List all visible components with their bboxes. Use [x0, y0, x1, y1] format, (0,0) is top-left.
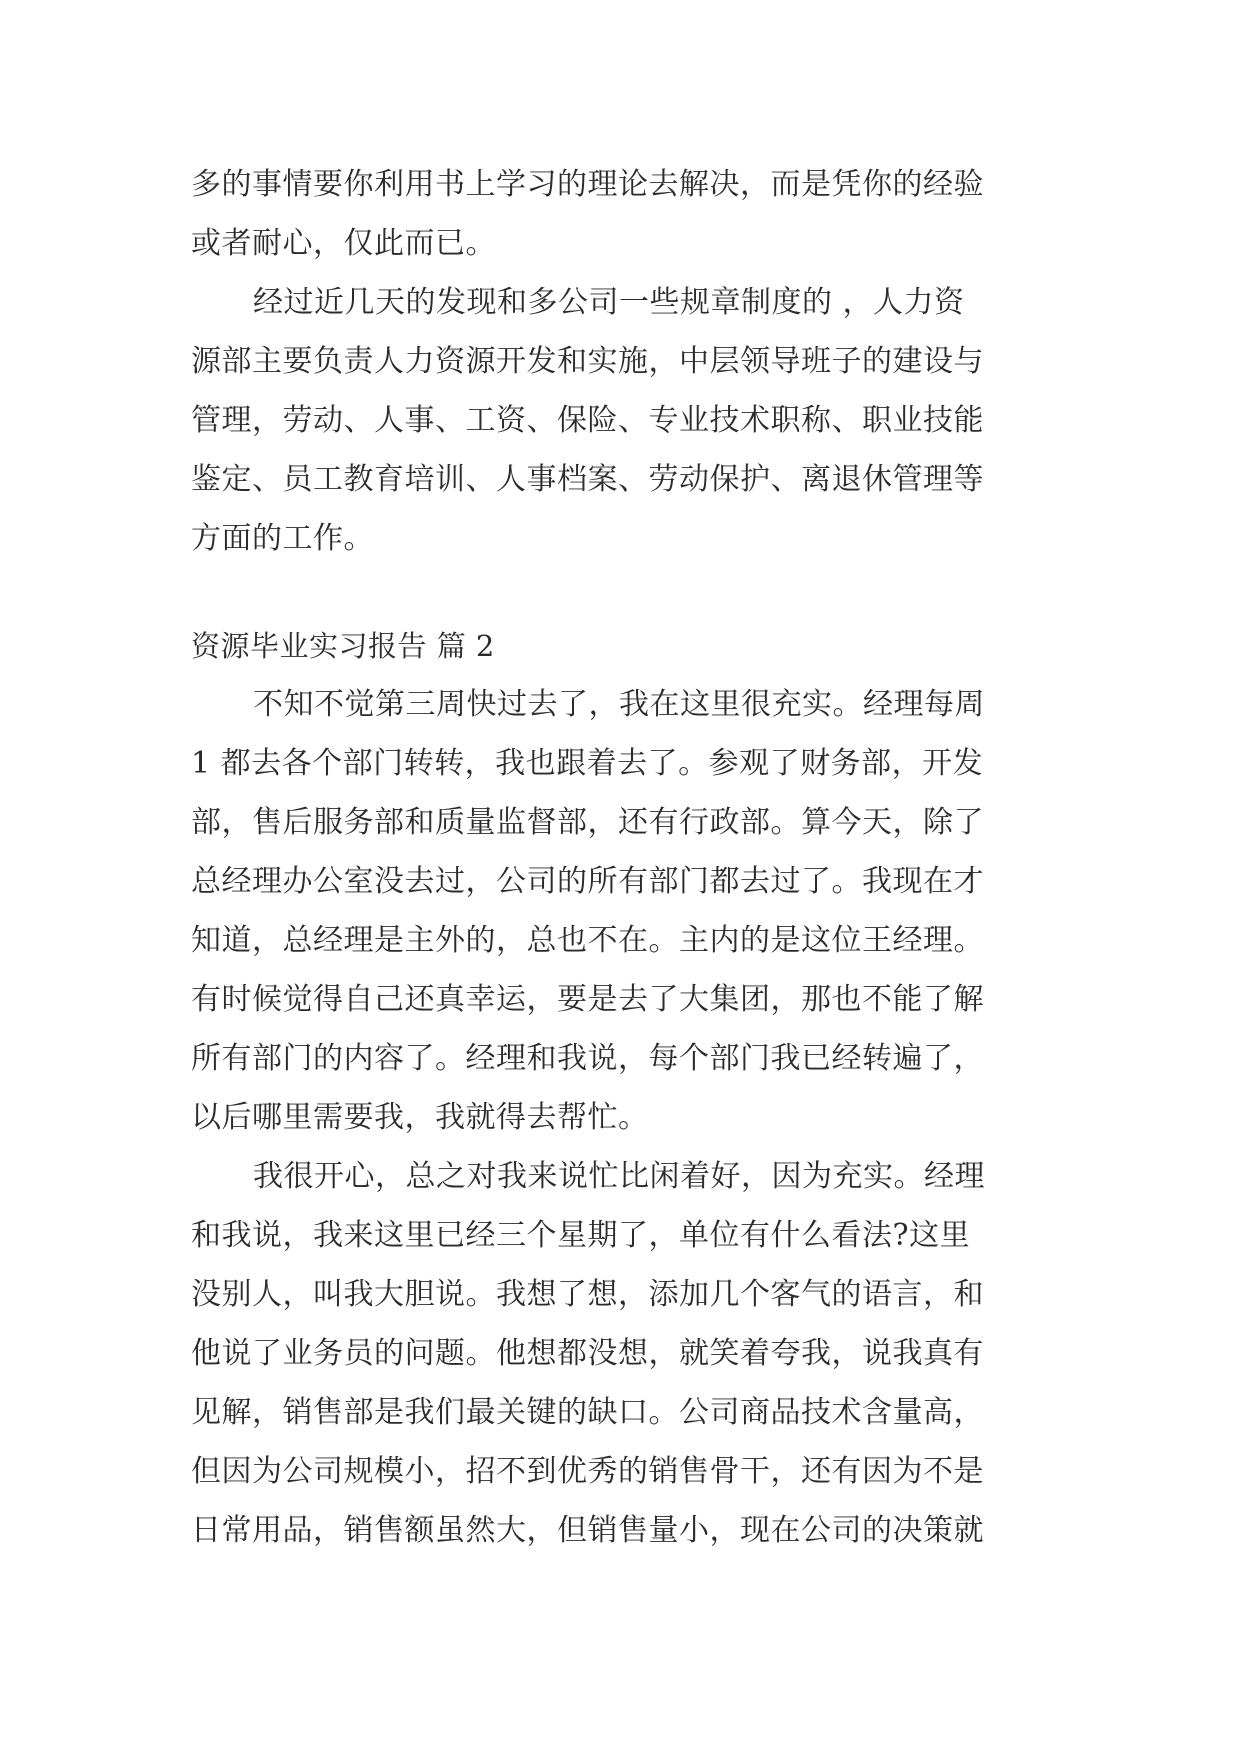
paragraph-line: 源部主要负责人力资源开发和实施，中层领导班子的建设与: [191, 344, 984, 379]
paragraph-line: 没别人，叫我大胆说。我想了想，添加几个客气的语言，和: [191, 1277, 984, 1312]
paragraph-line: 他说了业务员的问题。他想都没想，就笑着夸我，说我真有: [191, 1336, 984, 1371]
paragraph-line: 鉴定、员工教育培训、人事档案、劳动保护、离退休管理等: [191, 462, 984, 497]
paragraph-line: 多的事情要你利用书上学习的理论去解决，而是凭你的经验: [191, 167, 984, 202]
paragraph-line: 以后哪里需要我，我就得去帮忙。: [191, 1100, 649, 1135]
paragraph-line: 1 都去各个部门转转，我也跟着去了。参观了财务部，开发: [191, 746, 984, 781]
paragraph-line: 和我说，我来这里已经三个星期了，单位有什么看法?这里: [191, 1218, 971, 1253]
section-heading: 资源毕业实习报告 篇 2: [191, 629, 495, 663]
paragraph-line: 见解，销售部是我们最关键的缺口。公司商品技术含量高，: [191, 1395, 984, 1430]
paragraph-line: 我很开心，总之对我来说忙比闲着好，因为充实。经理: [253, 1159, 985, 1194]
paragraph-line: 所有部门的内容了。经理和我说，每个部门我已经转遍了，: [191, 1041, 984, 1076]
paragraph-line: 方面的工作。: [191, 521, 374, 556]
paragraph-line: 部，售后服务部和质量监督部，还有行政部。算今天，除了: [191, 805, 984, 840]
paragraph-line: 经过近几天的发现和多公司一些规章制度的 ，人力资: [253, 285, 965, 320]
paragraph-line: 或者耐心，仅此而已。: [191, 226, 496, 261]
paragraph-line: 不知不觉第三周快过去了，我在这里很充实。经理每周: [253, 687, 985, 722]
paragraph-line: 总经理办公室没去过，公司的所有部门都去过了。我现在才: [191, 864, 984, 899]
paragraph-line: 有时候觉得自己还真幸运，要是去了大集团，那也不能了解: [191, 982, 984, 1017]
paragraph-line: 知道，总经理是主外的，总也不在。主内的是这位王经理。: [191, 923, 984, 958]
paragraph-line: 管理，劳动、人事、工资、保险、专业技术职称、职业技能: [191, 403, 984, 438]
paragraph-line: 但因为公司规模小，招不到优秀的销售骨干，还有因为不是: [191, 1454, 984, 1489]
paragraph-line: 日常用品，销售额虽然大，但销售量小，现在公司的决策就: [191, 1513, 984, 1548]
